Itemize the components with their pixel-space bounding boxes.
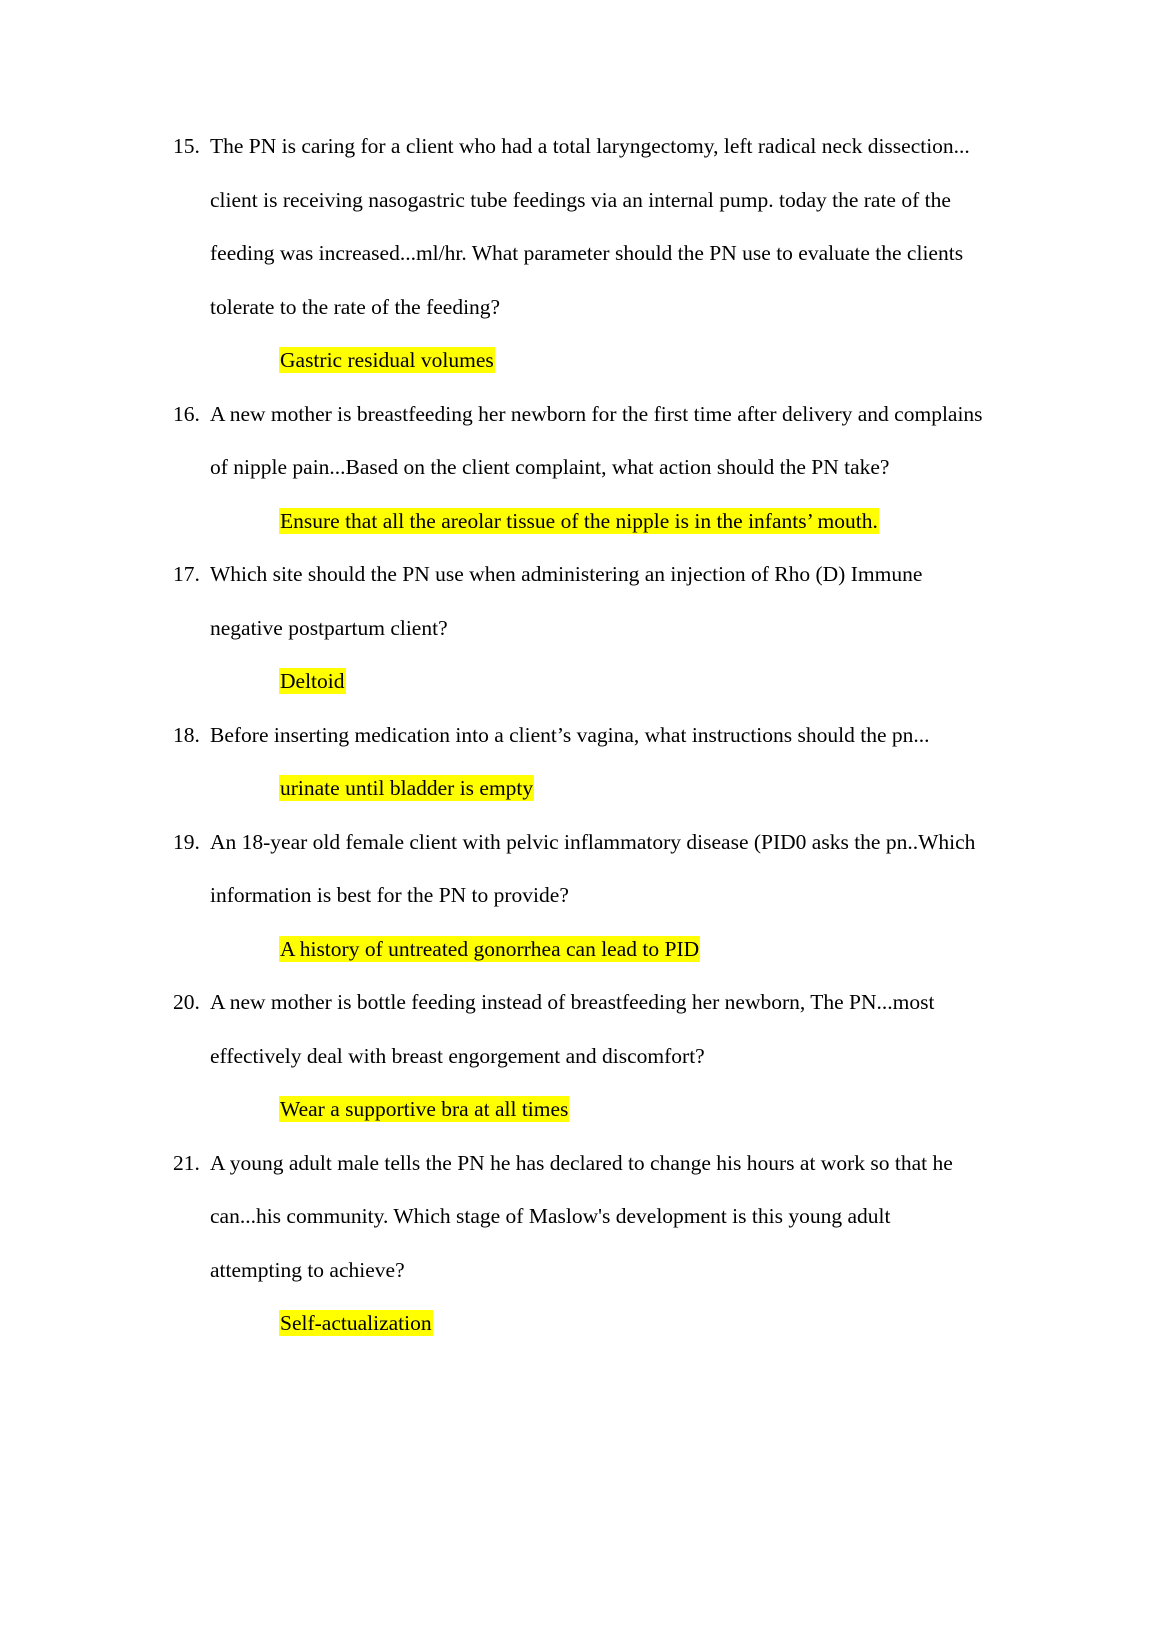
question-item bbox=[0, 561, 1158, 722]
question-number: 16. bbox=[173, 401, 200, 426]
question-item bbox=[0, 829, 1158, 990]
answer-line bbox=[0, 668, 1158, 722]
highlighted-answer: urinate until bladder is empty bbox=[280, 776, 534, 800]
question-number: 17. bbox=[173, 562, 200, 586]
question-line bbox=[0, 133, 1158, 187]
question-line bbox=[0, 240, 1158, 294]
question-text: negative postpartum client? bbox=[210, 615, 448, 640]
question-line bbox=[0, 454, 1158, 508]
question-text: of nipple pain...Based on the client complaint, what action should the PN take? bbox=[210, 455, 890, 479]
answer-line bbox=[0, 347, 1158, 401]
question-line bbox=[0, 187, 1158, 241]
question-text: A young adult male tells the PN he has declared to change his hours at work so that he bbox=[210, 1150, 953, 1175]
question-text: An 18-year old female client with pelvic inflammatory disease (PID0 asks the pn..Which bbox=[210, 829, 976, 854]
answer-line bbox=[0, 775, 1158, 829]
question-item bbox=[0, 1150, 1158, 1364]
question-line bbox=[0, 561, 1158, 615]
question-text: can...his community. Which stage of Maslow's development is this young adult bbox=[210, 1204, 891, 1228]
question-line bbox=[0, 1043, 1158, 1097]
question-item bbox=[0, 401, 1158, 562]
answer-line bbox=[0, 1096, 1158, 1150]
question-text: The PN is caring for a client who had a total laryngectomy, left radical neck dissection... bbox=[210, 134, 970, 158]
question-list bbox=[0, 133, 1158, 1364]
question-line bbox=[0, 615, 1158, 669]
question-text: tolerate to the rate of the feeding? bbox=[210, 294, 501, 319]
question-text: A new mother is bottle feeding instead of breastfeeding her newborn, The PN...most bbox=[210, 990, 935, 1014]
answer-line bbox=[0, 508, 1158, 562]
question-item bbox=[0, 133, 1158, 401]
answer-line bbox=[0, 936, 1158, 990]
question-line bbox=[0, 829, 1158, 883]
question-text: feeding was increased...ml/hr. What parameter should the PN use to evaluate the clients bbox=[210, 241, 964, 265]
question-line bbox=[0, 294, 1158, 348]
question-line bbox=[0, 1150, 1158, 1204]
question-number: 20. bbox=[173, 990, 200, 1014]
question-text: client is receiving nasogastric tube feedings via an internal pump. today the rate of the bbox=[210, 187, 951, 212]
question-text: Before inserting medication into a client’s vagina, what instructions should the pn... bbox=[210, 722, 930, 747]
question-line bbox=[0, 401, 1158, 455]
question-text: A new mother is breastfeeding her newborn for the first time after delivery and complains bbox=[210, 401, 983, 426]
question-text: Which site should the PN use when administering an injection of Rho (D) Immune bbox=[210, 562, 923, 586]
highlighted-answer: A history of untreated gonorrhea can lead to PID bbox=[280, 936, 700, 961]
question-line bbox=[0, 1257, 1158, 1311]
highlighted-answer: Gastric residual volumes bbox=[280, 348, 494, 372]
question-line bbox=[0, 722, 1158, 776]
question-number: 19. bbox=[173, 829, 200, 854]
highlighted-answer: Self-actualization bbox=[280, 1311, 432, 1335]
highlighted-answer: Deltoid bbox=[280, 669, 345, 693]
question-item bbox=[0, 722, 1158, 829]
question-line bbox=[0, 1203, 1158, 1257]
question-line bbox=[0, 989, 1158, 1043]
highlighted-answer: Ensure that all the areolar tissue of the nipple is in the infants’ mouth. bbox=[280, 508, 878, 533]
question-text: effectively deal with breast engorgement and discomfort? bbox=[210, 1043, 705, 1068]
question-number: 18. bbox=[173, 722, 200, 747]
highlighted-answer: Wear a supportive bra at all times bbox=[280, 1097, 569, 1121]
question-text: attempting to achieve? bbox=[210, 1257, 405, 1282]
question-number: 21. bbox=[173, 1150, 200, 1175]
question-text: information is best for the PN to provide? bbox=[210, 883, 569, 907]
question-item bbox=[0, 989, 1158, 1150]
answer-line bbox=[0, 1310, 1158, 1364]
question-number: 15. bbox=[173, 134, 200, 158]
question-line bbox=[0, 882, 1158, 936]
